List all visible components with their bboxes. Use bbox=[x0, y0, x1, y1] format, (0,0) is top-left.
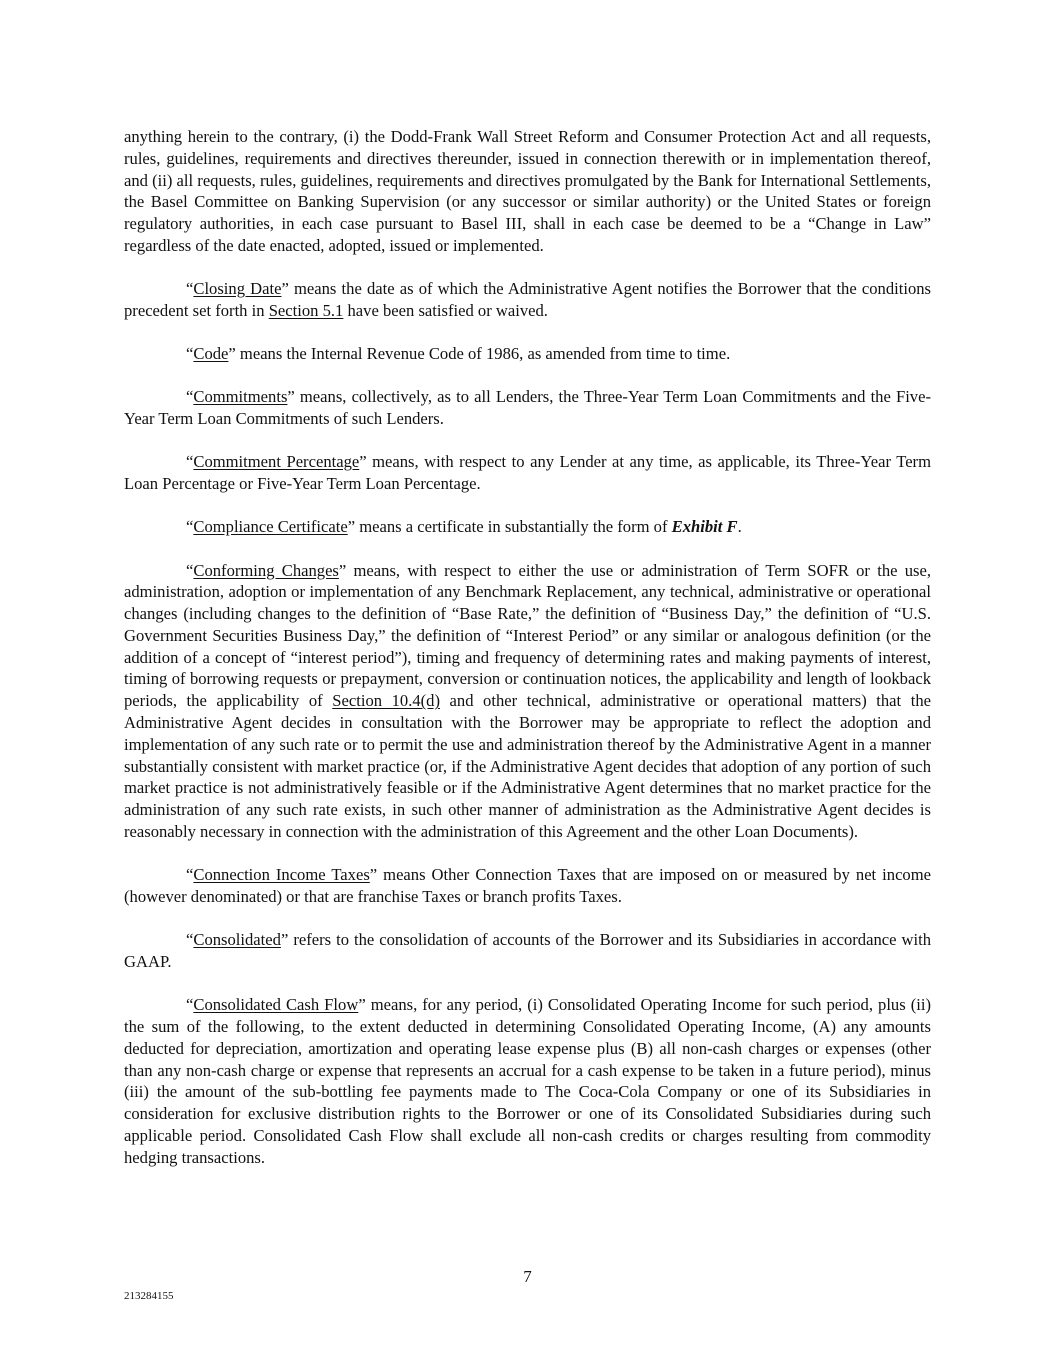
defined-term-conforming-changes: Conforming Changes bbox=[193, 560, 339, 580]
section-reference-5-1: Section 5.1 bbox=[268, 300, 344, 320]
defined-term-closing-date: Closing Date bbox=[193, 279, 282, 299]
defined-term-connection-income-taxes: Connection Income Taxes bbox=[193, 865, 370, 885]
document-body bbox=[124, 126, 931, 1190]
page-number: 7 bbox=[523, 1267, 532, 1286]
defined-term-consolidated: Consolidated bbox=[193, 930, 281, 950]
paragraph-change-in-law-continued: anything herein to the contrary, (i) the Dodd-Frank Wall Street Reform and Consumer Protection Act and all requests, rules, guidelines, requirements and directives thereunder, issued in connection therewith or in implementation thereof, and (ii) all requests, rules, guidelines, requirements and directives promulgated by the Bank for International Settlements, the Basel Committee on Banking Supervision (or any successor or similar authority) or the United States or foreign regulatory authorities, in each case pursuant to Basel III, shall in each case be deemed to be a “Change in Law” regardless of the date enacted, adopted, issued or implemented. bbox=[124, 127, 931, 255]
definition-connection-income-taxes: “Connection Income Taxes” means Other Connection Taxes that are imposed on or measured by net income (however denominated) or that are franchise Taxes or branch profits Taxes. bbox=[124, 865, 931, 907]
defined-term-code: Code bbox=[193, 344, 229, 364]
defined-term-consolidated-cash-flow: Consolidated Cash Flow bbox=[193, 995, 359, 1015]
definition-code: “Code” means the Internal Revenue Code of 1986, as amended from time to time. bbox=[186, 344, 731, 364]
defined-term-commitments: Commitments bbox=[193, 387, 288, 407]
definition-commitment-percentage: “Commitment Percentage” means, with respect to any Lender at any time, as applicable, its Three-Year Term Loan Percentage or Five-Year Term Loan Percentage. bbox=[124, 452, 931, 494]
definition-commitments: “Commitments” means, collectively, as to all Lenders, the Three-Year Term Loan Commitments and the Five-Year Term Loan Commitments of such Lenders. bbox=[124, 387, 931, 429]
definition-conforming-changes: “Conforming Changes” means, with respect to either the use or administration of Term SOFR or the use, administration, adoption or implementation of any Benchmark Replacement, any technical, administrative or operational changes (including changes to the definition of “Base Rate,” the definition of “Business Day,” the definition of “U.S. Government Securities Business Day,” the definition of “Interest Period” or any similar or analogous definition (or the addition of a concept of “interest period”), timing and frequency of determining rates and making payments of interest, timing of borrowing requests or prepayment, conversion or continuation notices, the applicability and length of lookback periods, the applicability of Section 10.4(d) and other technical, administrative or operational matters) that the Administrative Agent decides in consultation with the Borrower may be appropriate to reflect the adoption and implementation of any such rate or to permit the use and administration thereof by the Administrative Agent in a manner substantially consistent with market practice (or, if the Administrative Agent decides that adoption of any portion of such market practice is not administratively feasible or if the Administrative Agent determines that no market practice for the administration of any such rate exists, in such other manner of administration as the Administrative Agent decides is reasonably necessary in connection with the administration of this Agreement and the other Loan Documents). bbox=[124, 560, 932, 842]
document-id: 213284155 bbox=[124, 1290, 174, 1302]
exhibit-reference: Exhibit F bbox=[671, 517, 738, 537]
defined-term-commitment-percentage: Commitment Percentage bbox=[193, 452, 360, 472]
definition-consolidated-cash-flow: “Consolidated Cash Flow” means, for any period, (i) Consolidated Operating Income for such period, plus (ii) the sum of the following, to the extent deducted in determining Consolidated Operating Income, (A) any amounts deducted for depreciation, amortization and operating lease expense plus (B) all non-cash charges or expenses (other than any non-cash charge or expense that represents an accrual for a cash expense to be taken in a future period), minus (iii) the amount of the sub-bottling fee payments made to The Coca-Cola Company or one of its Subsidiaries in consideration for exclusive distribution rights to the Borrower or one of its Consolidated Subsidiaries during such applicable period. Consolidated Cash Flow shall exclude all non-cash credits or charges resulting from commodity hedging transactions. bbox=[124, 995, 931, 1167]
section-reference-10-4-d: Section 10.4(d) bbox=[332, 691, 440, 711]
definition-consolidated: “Consolidated” refers to the consolidation of accounts of the Borrower and its Subsidiaries in accordance with GAAP. bbox=[124, 930, 931, 972]
definition-compliance-certificate: “Compliance Certificate” means a certificate in substantially the form of Exhibit F. bbox=[186, 517, 742, 537]
defined-term-compliance-certificate: Compliance Certificate bbox=[193, 517, 348, 537]
definition-closing-date: “Closing Date” means the date as of which the Administrative Agent notifies the Borrower that the conditions precedent set forth in Section 5.1 have been satisfied or waived. bbox=[124, 279, 931, 320]
